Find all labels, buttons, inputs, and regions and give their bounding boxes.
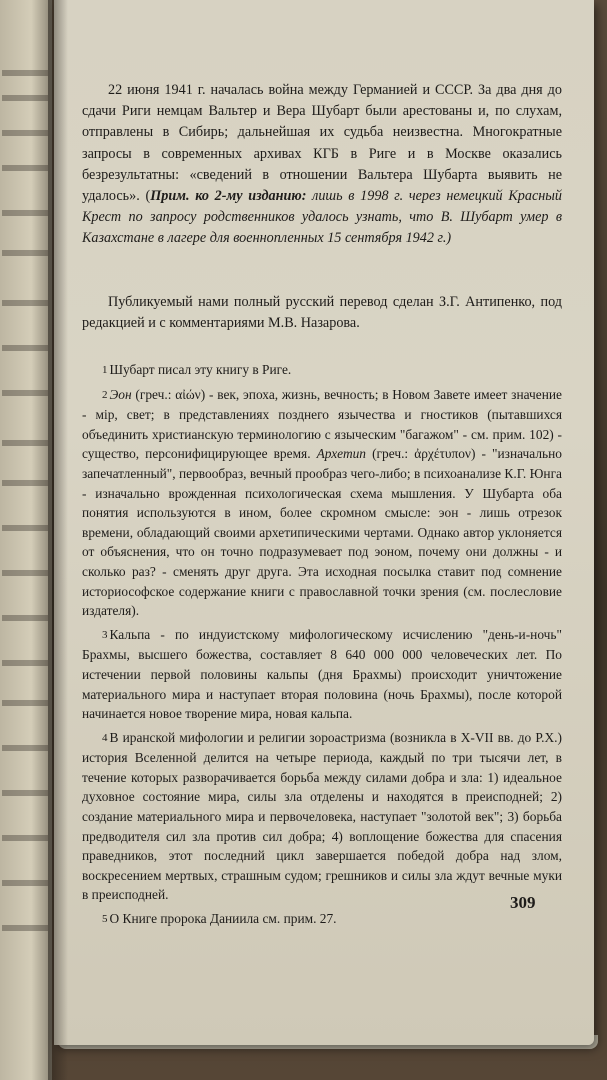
footnotes [82,360,562,934]
footnote-5: 5 О Книге пророка Даниила см. прим. 27. [102,911,337,927]
editor-note-text: лишь в 1998 г. через немецкий Красный Крест по запросу родственников удалось узнать, что В. Шубарт умер в Казахстане в лагере для военнопленных 15 сентября 1942 г.) [82,188,562,247]
footnote-3: 3 Кальпа - по индуистскому мифологическому исчислению "день-и-ночь" Брахмы, высшего божества, составляет 8 640 000 000 человеческих лет. По истечении первой половины кальпы (дня Брахмы) происходит уничтожение материального мира и наступает вторая половина (ночь Брахмы), после которой начинается новое творение мира, новая кальпа. [82,626,562,722]
footnote-2: 2 Эон (греч.: αἰών) - век, эпоха, жизнь, вечность; в Новом Завете имеет значение - мiр, свет; в представлениях позднего язычества и гностиков (пытавшихся объединить христианскую терминологию с языческим "багажом" - см. прим. 102) - существо, персонифицирующее время. Архетип (греч.: ἀρχέτυπον) - "изначально запечатленный", первообраз, вечный прообраз чего-либо; в психоанализе К.Г. Юнга - изначально врожденная психологическая схема мышления. У Шубарта оба понятия используются в ином, более скромном смысле: эон - лишь отрезок времени, обладающий своими архетипическими чертами. Однако автор уклоняется от объяснения, что он точно подразумевает под эоном, почему они должны - и сколько раз? - сменять друг друга. Эта исходная посылка ставит под сомнение историософское содержание книги с православной точки зрения (см. послесловие издателя). [82,386,562,619]
book-page [54,0,594,1045]
footnote-4: 4 В иранской мифологии и религии зороастризма (возникла в X-VII вв. до Р.Х.) история Вселенной делится на четыре периода, каждый по три тысячи лет, в течение которых разворачивается борьба между силами добра и зла: 1) идеальное духовное состояние мира, силы зла отделены и находятся в преисподней; 2) создание материального мира и первочеловека, наступает "золотой век"; 3) борьба предводителя сил зла против сил добра; 4) воплощение божества для спасения праведников, этот последний цикл завершается победой добра над злом, воскресением мертвых, страшным судом; грешников и силы зла ждут вечные муки в преисподней. [82,729,562,903]
facing-page-edge [0,0,52,1080]
main-paragraph-1 [82,80,562,250]
translation-credit: Публикуемый нами полный русский перевод сделан З.Г. Антипенко, под редакцией и с комментариями М.В. Назарова. [82,294,562,332]
book-gutter-shadow [48,0,68,1080]
page-number: 309 [510,893,536,912]
editor-note-label: Прим. ко 2-му изданию: [150,188,307,205]
footnote-1: 1 Шубарт писал эту книгу в Риге. [102,362,292,377]
paragraph-1-text: 22 июня 1941 г. началась война между Германией и СССР. За два дня до сдачи Риги немцам Вальтер и Вера Шубарт были арестованы и, по слухам, отправлены в Сибирь; дальнейшая их судьба неизвестна. Многократные запросы в современных архивах КГБ в Риге и в Москве оказались безрезультатны: «сведений в отношении Вальтера Шубарта выявить не удалось». ( [82,82,562,205]
main-paragraph-2 [82,292,562,334]
